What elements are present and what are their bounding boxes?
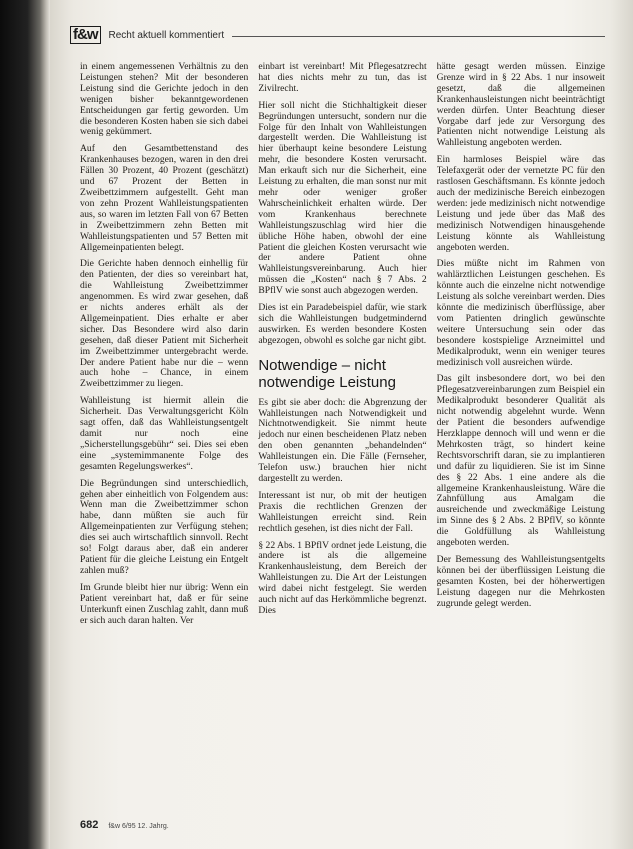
paragraph: Die Gerichte haben dennoch einhellig für den Patienten, der dies so vereinbart hat, die Wahlleistung Zweibettzimmer angenommen. Es wird zwar gesehen, daß er nichts anderes erhält als der Allgemeinpatient. Dies erhalte er aber sicher. Das Besondere wird also darin gesehen, daß dieser Patient mit Sicherheit im Zweibettzimmer untergebracht werde. Der andere Patient habe nur die – wenn auch hohe – Chance, in einem Zweibettzimmer zu liegen. [80,258,249,390]
running-header [70,24,605,46]
paragraph: Der Bemessung des Wahlleistungsentgelts können bei der überflüssigen Leistung die gesamten Kosten, bei der höherwertigen Leistung dagegen nur die Mehrkosten zugrunde gelegt werden. [436,553,605,609]
paragraph: Dies ist ein Paradebeispiel dafür, wie stark sich die Wahlleistungen budgetmindernd auswirken. Es werden besondere Kosten abgezogen, obwohl es solche gar nicht gibt. [258,302,427,346]
paragraph: Ein harmloses Beispiel wäre das Telefaxgerät oder der vernetzte PC für den rastlosen Geschäftsmann. Es könnte jedoch auch der medizinische Bereich einbezogen werden: jede medizinisch nicht notwendige Leistung und jede über das Maß des medizinisch Notwendigen hinausgehende Leistung könnte als Wahlleistung angeboten werden. [436,154,605,253]
text-columns [80,62,605,811]
paragraph: Im Grunde bleibt hier nur übrig: Wenn ein Patient vereinbart hat, daß er für seine Unterkunft einen Zuschlag zahlt, dann muß er sich auch daran halten. Ver [80,581,249,626]
header-rule [232,36,605,37]
column-left [80,62,248,811]
book-binding [0,0,50,849]
paragraph: Es gibt sie aber doch: die Abgrenzung der Wahlleistungen nach Notwendigkeit und Nichtnotwendigkeit. Sie nimmt heute jedoch nur einen bescheidenen Platz neben den oben genannten „behandelnden“ Wahlleistungen ein. Die Fälle (Fernseher, Telefon usw.) brauchen hier nicht dargestellt zu werden. [258,396,427,484]
paragraph: Hier soll nicht die Stichhaltigkeit dieser Begründungen untersucht, sondern nur die Folge für den Inhalt von Wahlleistungen dargestellt werden. Die Wahlleistung ist hier überhaupt keine besondere Leistung mehr, die besondere Kosten verursacht. Man erkauft sich nur die Sicherheit, eine Leistung zu erhalten, die man sonst nur mit mehr oder weniger großer Wahrscheinlichkeit erhalten würde. Der vom Krankenhaus berechnete Wahlleistungszuschlag wird hier die übliche Höhe haben, obwohl der eine Patient die gleichen Kosten verursacht wie der andere Patient ohne Wahlleistungsvereinbarung. Auch hier müssen die „Kosten“ nach § 7 Abs. 2 BPflV wie sonst auch abgezogen werden. [258,99,427,297]
paragraph: hätte gesagt werden müssen. Einzige Grenze wird in § 22 Abs. 1 nur insoweit gesetzt, daß die allgemeinen Krankenhausleistungen nicht beeinträchtigt werden dürfen. Unter Beachtung dieser Vorgabe darf jede zur Versorgung des Patienten nicht notwendige Leistung als Wahlleistung angeboten werden. [436,62,605,149]
issue-label: f&w 6/95 12. Jahrg. [108,823,169,830]
paragraph: einbart ist vereinbart! Mit Pflegesatzrecht hat dies nichts mehr zu tun, das ist Zivilrecht. [258,62,427,94]
paragraph: Das gilt insbesondere dort, wo bei den Pflegesatzvereinbarungen zum Beispiel ein Medikalprodukt besonderer Qualität als nicht notwendig abgelehnt wurde. Wenn der Patient die besonders aufwendige Herzklappe dennoch will und wenn er die Mehrkosten trägt, so hindert keine Rechtsvorschrift daran, sie zu implantieren und dafür zu liquidieren. Sie ist im Sinne des § 22 Abs. 1 eine andere als die allgemeine Krankenhausleistung. Wäre die Zahnfüllung aus Amalgam die ausreichende und zweckmäßige Leistung im Sinne des § 2 Abs. 2 BPflV, so könnte die Goldfüllung als Wahlleistung angeboten werden. [436,373,605,549]
column-middle [258,62,426,811]
paragraph: § 22 Abs. 1 BPflV ordnet jede Leistung, die andere ist als die allgemeine Krankenhausleistung, dem Bereich der Wahlleistungen zu. Die Art der Leistungen wird dabei nicht festgelegt. Sie werden auch nicht auf das Herkömmliche begrenzt. Dies [258,539,427,616]
journal-logo: f&w [70,26,101,44]
paragraph: Dies müßte nicht im Rahmen von wahlärztlichen Leistungen geschehen. Es könnte auch die einzelne nicht notwendige Leistung als solche vereinbart werden. Dies könnte die medizinisch überflüssige, aber vom Patienten dringlich gewünschte weitere Untersuchung sein oder das besondere kostspielige Arzneimittel und Medikalprodukt, wenn ein weniger teures medizinisch voll ausreichen würde. [436,258,605,368]
page-footer [80,819,169,831]
column-right [437,62,605,811]
paragraph: Auf den Gesamtbettenstand des Krankenhauses bezogen, waren in den drei Fällen 30 Prozent, 40 Prozent (geschätzt) und 67 Prozent der Betten in Zweibettzimmern aufgestellt. Geht man von zehn Prozent Wahlleistungspatienten aus, so waren im letzten Fall von 67 Betten in Zweibettzimmern zehn Betten mit Wahlleistungspatienten und 57 Betten mit Allgemeinpatienten belegt. [80,143,249,253]
paragraph: Die Begründungen sind unterschiedlich, gehen aber einheitlich von Folgendem aus: Wenn man die Zweibettzimmer schon habe, dann müßten sie auch für Allgemeinpatienten zur Verfügung stehen; dies sei auch wirtschaftlich sinnvoll. Recht so! Folgt daraus aber, daß ein anderer Patient für die gleiche Leistung ein Entgelt zahlen muß? [80,477,249,576]
section-subheading: Notwendige – nicht notwendige Leistung [258,356,396,391]
paragraph: in einem angemessenen Verhältnis zu den Leistungen stehen? Mit der besonderen Leistung sind die Gerichte jedoch in den wenigen bisher bekanntgewordenen Entscheidungen gar fertig geworden. Um die besonderen Kosten haben sie sich dabei wenig gekümmert. [80,62,249,138]
page-number: 682 [80,819,99,831]
paragraph: Interessant ist nur, ob mit der heutigen Praxis die rechtlichen Grenzen der Wahlleistungen erreicht sind. Rein rechtlich gesehen, ist dies nicht der Fall. [258,489,427,534]
section-title: Recht aktuell kommentiert [108,29,225,41]
paragraph: Wahlleistung ist hiermit allein die Sicherheit. Das Verwaltungsgericht Köln sagt offen, daß das Wahlleistungsentgelt damit nur noch eine „Sicherstellungsgebühr“ sei. Dies sei eben eine „systemimmanente Folge des gesamten Regelungswerkes“. [80,395,249,472]
